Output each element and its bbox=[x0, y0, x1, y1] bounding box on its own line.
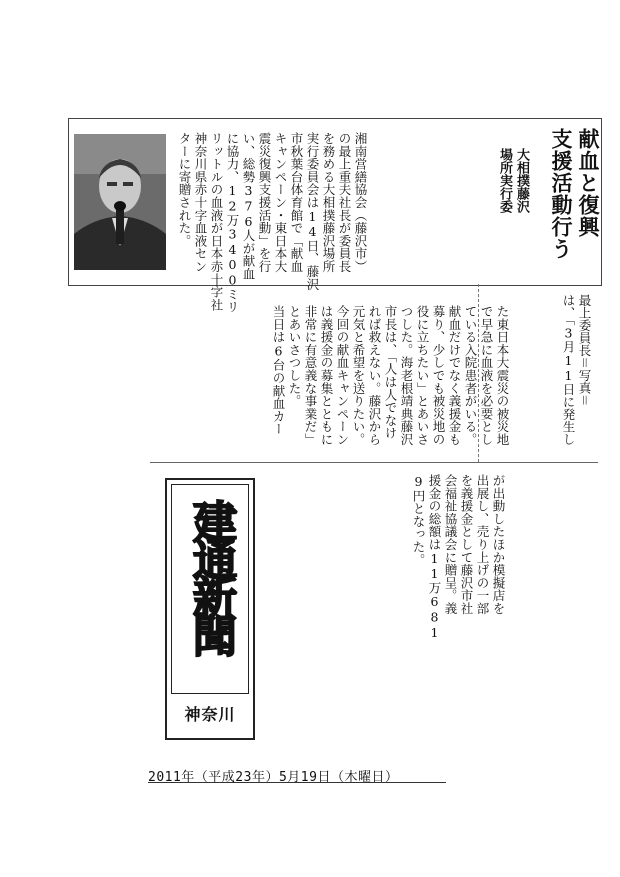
body-text-column-3: が出動したほか模擬店を 出展し、売り上げの一部 を義援金として藤沢市社 会福祉協議会に贈呈。義 援金の総額は11万681 9円となった。 bbox=[411, 474, 506, 641]
portrait-photo bbox=[74, 134, 166, 270]
body-text-column-2: た東日本大震災の被災地 で早急に血液を必要とし ている入院患者がいる。 献血だけでなく義援金も 募り、少しでも被災地の 役に立ちたい」とあいさ つした。海老根靖典藤沢 市長は、「人は人でなけ れば救えない。藤沢から 元気と希望を送りたい。 今回の献血キャンペーン は義援金の募集とともに 非常に有意義な事業だ」 とあいさつした。 当日は6台の献血カー bbox=[271, 305, 510, 446]
subhead: 大相撲藤沢 場所実行委 bbox=[497, 148, 529, 213]
headline: 献血と復興 支援活動行う bbox=[549, 128, 601, 260]
section-divider bbox=[150, 462, 598, 463]
portrait-illustration bbox=[74, 134, 166, 270]
masthead bbox=[165, 478, 255, 740]
body-text-intro: 最上委員長＝写真＝ は、「3月11日に発生し bbox=[561, 294, 592, 446]
masthead-edition: 神奈川 bbox=[184, 705, 236, 724]
date-underline bbox=[148, 782, 446, 783]
body-text-column-1: 湘南営繕協会（藤沢市） の最上重夫社長が委員長 を務める大相撲藤沢場所 実行委員会は14日、藤沢 市秋葉台体育館で「献血 キャンペーン・東日本大 震災復興支援活動」を行 い、総勢376人が献血 に協力、12万3400ミリ リットルの血液が日本赤十字社 神奈川県赤十字血液セン ターに寄贈された。 bbox=[177, 132, 368, 314]
publication-date: 2011年（平成23年）5月19日（木曜日） bbox=[148, 770, 399, 785]
masthead-title-frame bbox=[171, 484, 249, 694]
masthead-title: 建通新聞 bbox=[185, 499, 236, 651]
